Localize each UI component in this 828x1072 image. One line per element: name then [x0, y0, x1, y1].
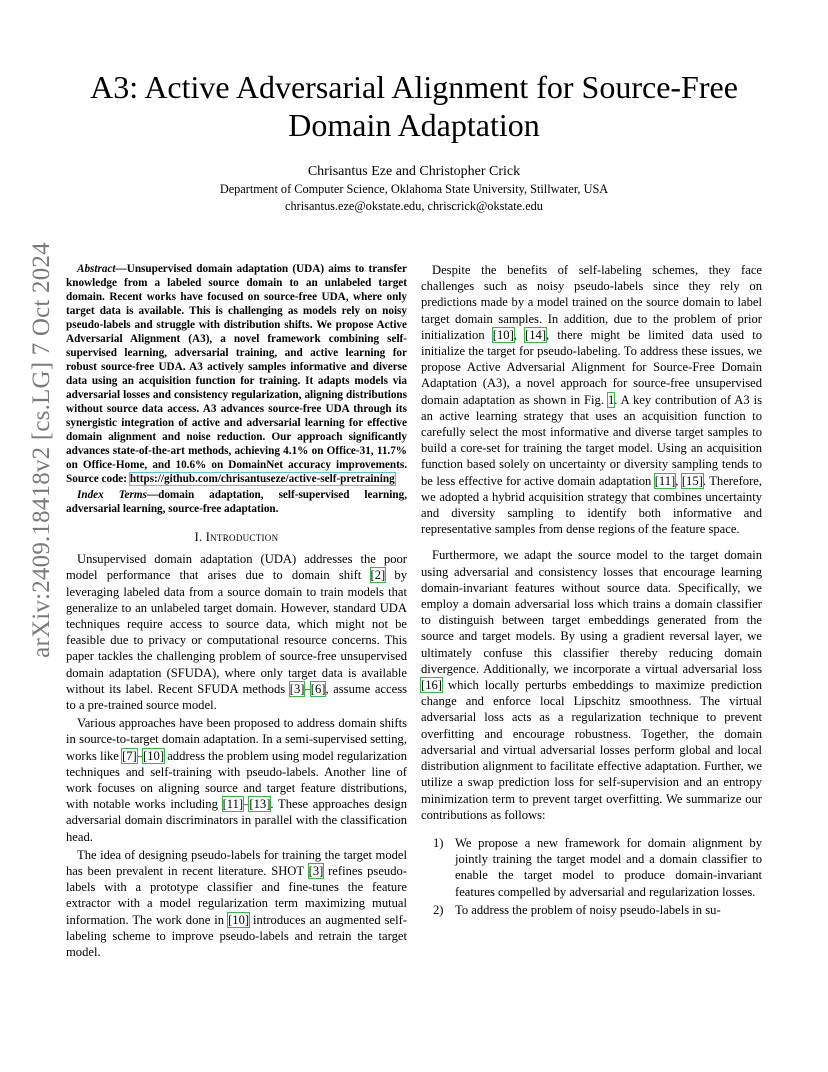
text-run: , assume access to a pre-trained source model. — [66, 681, 407, 713]
author-affiliation-block — [70, 181, 758, 215]
index-terms-text: —domain adaptation, self-supervised learning, adversarial learning, source-free adaptation. — [66, 489, 407, 515]
intro-paragraph-3 — [66, 847, 407, 960]
intro-paragraph-4 — [421, 262, 762, 537]
intro-paragraph-5 — [421, 547, 762, 822]
citation-link[interactable]: [15] — [681, 473, 703, 488]
text-run: refines pseudo-labels with a prototype classifier and fine-tunes the feature extractor with a model regularization term maximizing mutual information. The work done in — [66, 864, 408, 927]
text-run: – — [136, 748, 144, 763]
citation-link[interactable]: [11] — [654, 473, 676, 488]
left-column — [66, 262, 407, 960]
text-run: – — [243, 797, 250, 812]
arxiv-identifier[interactable]: arXiv:2409.18418v2 [cs.LG] 7 Oct 2024 — [28, 242, 55, 658]
source-code-link[interactable]: https://github.com/chrisantuseze/active-self-pretraining — [129, 473, 395, 485]
text-run: . A key contribution of A3 is an active learning strategy that uses an acquisition function to carefully select the most informative and diverse target samples to build a core-set for training the target model. Using an acquisition function based solely on uncertainty or diversity sampling tends to be less effective for active domain adaptation — [421, 392, 762, 488]
citation-link[interactable]: [11] — [222, 797, 244, 812]
text-run: Unsupervised domain adaptation (UDA) addresses the poor model performance that arises due to domain shift — [66, 552, 407, 583]
list-item-text: To address the problem of noisy pseudo-labels in su- — [455, 902, 721, 917]
text-run: introduces an augmented self-labeling scheme to improve pseudo-labels and retrain the target model. — [66, 912, 407, 960]
affiliation: Department of Computer Science, Oklahoma State University, Stillwater, USA — [219, 182, 609, 196]
section-number: I. — [194, 530, 206, 544]
text-run: The idea of designing pseudo-labels for training the target model has been prevalent in recent literature. SHOT — [66, 847, 407, 879]
list-item-number: 2) — [433, 902, 444, 917]
citation-link[interactable]: [6] — [310, 681, 326, 696]
author-emails: chrisantus.eze@okstate.edu, chriscrick@okstate.edu — [285, 199, 543, 213]
index-terms — [66, 488, 407, 516]
list-item — [421, 835, 762, 900]
contributions-list — [421, 835, 762, 918]
text-run: , — [675, 473, 682, 488]
text-run: Various approaches have been proposed to address domain shifts in source-to-target domain adaptation. In a semi-supervised setting, works like — [66, 716, 407, 763]
right-column — [421, 262, 762, 920]
title-line-1: A3: Active Adversarial Alignment for Source-Free — [90, 69, 738, 105]
citation-link[interactable]: [10] — [228, 912, 250, 927]
text-run: address the problem using model regularization techniques and self-training with pseudo-labels. Another line of work focuses on aligning source and target feature distributions, with notable works including — [66, 748, 408, 812]
text-run: which locally perturbs embeddings to maximize prediction change and enforce local Lipschitz smoothness. The virtual adversarial loss acts as a regularization technique to prevent overfitting and encourage robustness. Together, the domain adversarial and virtual adversarial losses perform global and local distribution alignment to facilitate effective adaptation. Further, we utilize a swap prediction loss for self-supervision and an entropy minimization term to prevent target overfitting. We summarize our contributions as follows: — [421, 678, 762, 822]
list-item-text: We propose a new framework for domain alignment by jointly training the target model and a domain classifier to enable the target model to produce domain-invariant features compelled by adversarial and regularization losses. — [455, 835, 762, 899]
intro-paragraph-1 — [66, 551, 407, 713]
arxiv-sidebar — [22, 190, 62, 710]
citation-link[interactable]: [2] — [370, 568, 386, 583]
citation-link[interactable]: [16] — [421, 678, 442, 693]
citation-link[interactable]: [7] — [122, 748, 137, 763]
intro-paragraph-2 — [66, 715, 407, 845]
index-terms-label: Index Terms — [77, 489, 147, 501]
citation-link[interactable]: [13] — [249, 797, 271, 812]
text-run: Furthermore, we adapt the source model to the target domain using adversarial and consistency losses that encourage learning domain-invariant features without source data. Specifically, we employ a domain adversarial loss which trains a domain classifier to distinguish between target embeddings generated from the source and target models. By using a gradient reversal layer, we ultimately confuse this classifier thereby reducing domain divergence. Additionally, we incorporate a virtual adversarial loss — [421, 548, 762, 676]
citation-link[interactable]: [3] — [308, 864, 324, 879]
title-line-2: Domain Adaptation — [288, 107, 540, 143]
paper-title — [70, 68, 758, 144]
list-item-number: 1) — [433, 835, 444, 850]
figure-reference-link[interactable]: 1 — [607, 392, 615, 407]
section-heading-introduction — [66, 529, 407, 545]
abstract-label: Abstract — [77, 263, 116, 275]
citation-link[interactable]: [14] — [525, 327, 547, 342]
section-title: Introduction — [205, 530, 279, 544]
citation-link[interactable]: [10] — [143, 748, 165, 763]
text-run: Despite the benefits of self-labeling schemes, they face challenges such as noisy pseudo-labels since they rely on predictions made by a model trained on the source domain to label target domain samples. In addition, due to the problem of prior initialization — [421, 263, 762, 342]
author-names: Chrisantus Eze and Christopher Crick — [307, 164, 521, 179]
text-run: . These approaches design adversarial domain discriminators in parallel with the classification head. — [66, 797, 407, 844]
abstract-text: —Unsupervised domain adaptation (UDA) aims to transfer knowledge from a labeled source domain to an unlabeled target domain. Recent works have focused on source-free UDA, where only target data is available. This is challenging as models rely on noisy pseudo-labels and struggle with distribution shifts. We propose Active Adversarial Alignment (A3), a novel framework combining self-supervised learning, adversarial training, and active learning for robust source-free UDA. A3 actively samples informative and diverse data using an acquisition function for training. It adapts models via adversarial losses and consistency regularization, aligning distributions without source data access. A3 advances source-free UDA through its synergistic integration of active and adversarial learning for effective domain alignment and noise reduction. Our approach significantly advances state-of-the-art methods, achieving 4.1% on Office-31, 11.7% on Office-Home, and 10.6% on DomainNet accuracy improvements. Source code: — [66, 263, 407, 485]
list-item — [421, 902, 762, 918]
abstract — [66, 262, 407, 486]
text-run: , there might be limited data used to initialize the target for pseudo-labeling. To address these issues, we propose Active Adversarial Alignment for Source-Free Domain Adaptation (A3), a novel approach for source-free unsupervised domain adaptation as shown in Fig. — [421, 327, 763, 407]
text-run: . Therefore, we adopted a hybrid acquisition strategy that combines uncertainty and diversity sampling to identify both informative and representative samples from dense regions of the feature space. — [421, 473, 763, 537]
text-run: – — [304, 681, 311, 696]
citation-link[interactable]: [10] — [492, 327, 514, 342]
text-run: by leveraging labeled data from a source domain to train models that generalize to an unlabeled target domain. However, standard UDA techniques require access to source data, which might not be feasible due to privacy or computational resource concerns. This paper tackles the challenging problem of source-free unsupervised domain adaptation (SFUDA), where only target data is available without its label. Recent SFUDA methods — [66, 568, 407, 696]
citation-link[interactable]: [3] — [289, 681, 305, 696]
text-run: , — [513, 327, 526, 342]
